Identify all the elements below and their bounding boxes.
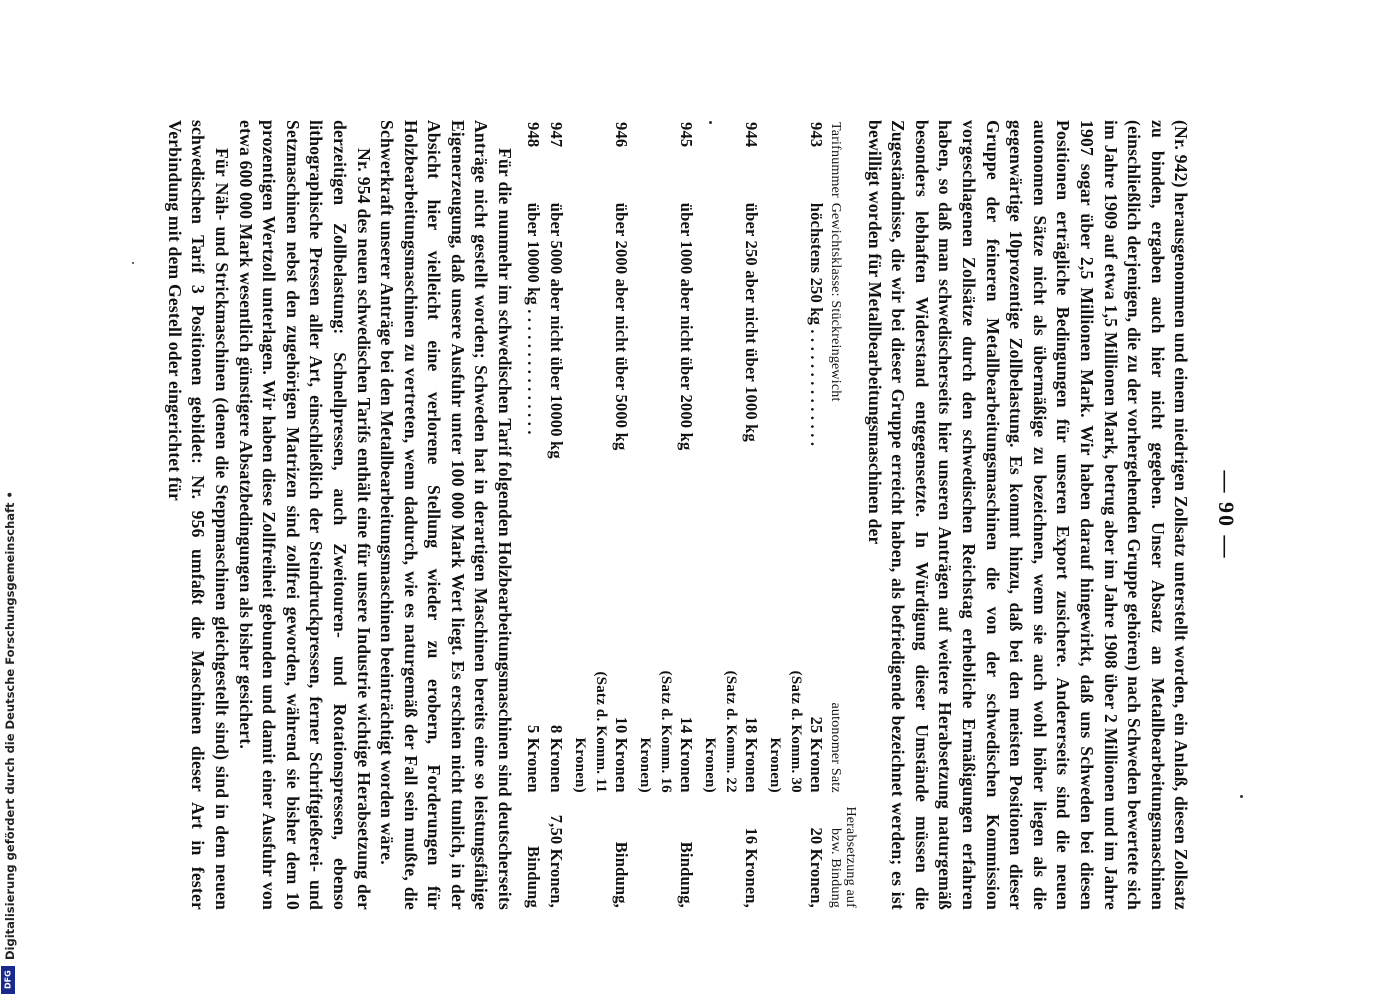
dfg-logo-icon: DFG [1, 966, 15, 994]
tariff-header-row [828, 120, 858, 910]
weight-class [568, 201, 633, 640]
weight-class-text: höchstens 250 kg . . . . . . . . . . . . . . [807, 202, 827, 447]
table-row [545, 120, 568, 910]
weight-class [698, 201, 763, 640]
tariff-number: 944 [742, 122, 762, 148]
autonomous-rate-text: 14 Kronen [677, 716, 697, 793]
weight-class-text: über 5000 aber nicht über 10000 kg [547, 202, 567, 459]
table-row [568, 120, 633, 910]
binding-rate: 16 Kronen, [742, 827, 762, 908]
binding-rate: Bindung, [612, 841, 632, 908]
tariff-number: 947 [547, 122, 567, 148]
autonomous-rate [545, 639, 568, 795]
scan-speck [132, 262, 134, 264]
rotated-document-page [128, 120, 1238, 910]
header-weight-class: Gewichtsklasse: Stückreingewicht [828, 202, 844, 402]
autonomous-rate-text: 5 Kronen [524, 725, 544, 793]
header-tariff-number: Tarifnummer [828, 122, 844, 198]
table-row [633, 120, 698, 910]
autonomous-rate-text: 10 Kronen [612, 716, 632, 793]
autonomous-rate [633, 639, 698, 795]
tariff-number: 946 [612, 122, 632, 148]
tariff-number: 945 [677, 122, 697, 148]
digitization-credit: Digitalisierung gefördert durch die Deutsche Forschungsgemeinschaft • [3, 491, 17, 960]
autonomous-rate [568, 639, 633, 795]
commission-note: (Satz d. Komm. 11 Kronen) [572, 671, 610, 793]
weight-class [633, 201, 698, 640]
weight-class-text: über 1000 aber nicht über 2000 kg [677, 202, 697, 451]
weight-class-text: über 250 aber nicht über 1000 kg [742, 202, 762, 442]
commission-note: (Satz d. Komm. 16 Kronen) [637, 670, 675, 793]
tariff-number: 943 [807, 122, 827, 148]
body-paragraph-3: Nr. 954 des neuen schwedischen Tarifs enthält eine für unsere Industrie wichtige Herabsetzung der derzeitigen Zollbelastung: Schnellpressen, auch Zweitouren- und Rotationspressen, ebenso lithographische Pressen aller Art, einschließlich der Steindruckpressen, ferner Schriftgießerei- und Setzmaschinen nebst den zugehörigen Matrizen sind zollfrei geworden, während sie bisher dem 10 prozentigen Wertzoll unterlagen. Wir haben diese Zollfreiheit gebunden und damit einer Ausfuhr von etwa 600 000 Mark wesentlich günstigere Absatzbedingungen als bisher gesichert. [235, 120, 374, 910]
autonomous-rate-text: 8 Kronen [547, 725, 567, 793]
weight-class [522, 201, 545, 640]
weight-class [763, 201, 828, 640]
autonomous-rate-text: 25 Kronen [807, 716, 827, 793]
commission-note: (Satz d. Komm. 22 Kronen) [702, 670, 740, 793]
weight-class-text: über 10000 kg . . . . . . . . . . . . . . . [524, 202, 544, 435]
binding-rate: Bindung [524, 846, 544, 908]
scan-speck [709, 121, 712, 124]
tariff-table [522, 120, 858, 910]
weight-class-text: über 2000 aber nicht über 5000 kg [612, 202, 632, 451]
autonomous-rate [522, 639, 545, 795]
body-paragraph-1: (Nr. 942) herausgenommen und einem niedrigen Zollsatz unterstellt worden, ein Anlaß, diesen Zollsatz zu binden, ergaben auch hier nicht gegeben. Unser Absatz an Metallbearbeitungsmaschinen (einschließlich derjenigen, die zu der vorhergehenden Gruppe gehören) nach Schweden bewertete sich im Jahre 1909 auf etwa 1,5 Millionen Mark, betrug aber im Jahre 1908 über 2 Millionen und im Jahre 1907 sogar über 2,5 Millionen Mark. Wir haben darauf hingewirkt, daß uns Schweden bei diesen Positionen erträgliche Bedingungen für unseren Export zusichere. Andererseits sind die neuen autonomen Sätze nicht als übermäßige zu bezeichnen, wenn sie auch wohl höher liegen als die gegenwärtige 10prozentige Zollbelastung. Es kommt hinzu, daß bei den meisten Positionen dieser Gruppe der feineren Metallbearbeitungsmaschinen die von der schwedischen Kommission vorgeschlagenen Zollsätze durch den schwedischen Reichstag erhebliche Ermäßigungen erfahren haben, so daß man schwedischerseits hier unseren Anträgen auf weitere Herabsetzung naturgemäß besonders lebhaften Widerstand entgegensetzte. In Würdigung dieser Umstände müssen die Zugeständnisse, die wir bei dieser Gruppe erreicht haben, als befriedigende bezeichnet werden; es ist bewilligt worden für Metallbearbeitungsmaschinen der [864, 120, 1192, 910]
commission-note: (Satz d. Komm. 30 Kronen) [767, 670, 805, 793]
table-row [698, 120, 763, 910]
tariff-number: 948 [524, 122, 544, 148]
autonomous-rate-text: 18 Kronen [742, 716, 762, 793]
autonomous-rate [698, 639, 763, 795]
table-row [522, 120, 545, 910]
header-reduction-binding: Herabsetzung auf bzw. Bindung [828, 806, 859, 908]
scan-speck [1240, 795, 1243, 798]
weight-class [545, 201, 568, 640]
body-paragraph-4: Für Näh- und Strickmaschinen (denen die Steppmaschinen gleichgestellt sind) sind in dem neuen schwedischen Tarif 3 Positionen gebildet: Nr. 956 umfaßt die Maschinen dieser Art in fester Verbindung mit dem Gestell oder eingerichtet für [164, 120, 232, 910]
binding-rate: 7,50 Kronen, [547, 814, 567, 908]
header-autonomous-rate: autonomer Satz [828, 702, 844, 793]
body-paragraph-2: Für die nunmehr im schwedischen Tarif folgenden Holzbearbeitungsmaschinen sind deutscherseits Anträge nicht gestellt worden; Schweden hat in derartigen Maschinen bereits eine so leistungsfähige Eigenerzeugung, daß unsere Ausfuhr unter 100 000 Mark Wert liegt. Es erschien nicht tunlich, in der Absicht hier vielleicht eine verlorene Stellung wieder zu erobern, Forderungen für Holzbearbeitungsmaschinen zu vertreten, wenn dadurch, wie es naturgemäß der Fall sein mußte, die Schwerkraft unserer Anträge bei den Metallbearbeitungsmaschinen beeinträchtigt worden wäre. [377, 120, 516, 910]
autonomous-rate [763, 639, 828, 795]
page-number: — 90 — [1214, 470, 1239, 560]
binding-rate: Bindung, [677, 841, 697, 908]
binding-rate: 20 Kronen, [807, 827, 827, 908]
table-row [763, 120, 828, 910]
